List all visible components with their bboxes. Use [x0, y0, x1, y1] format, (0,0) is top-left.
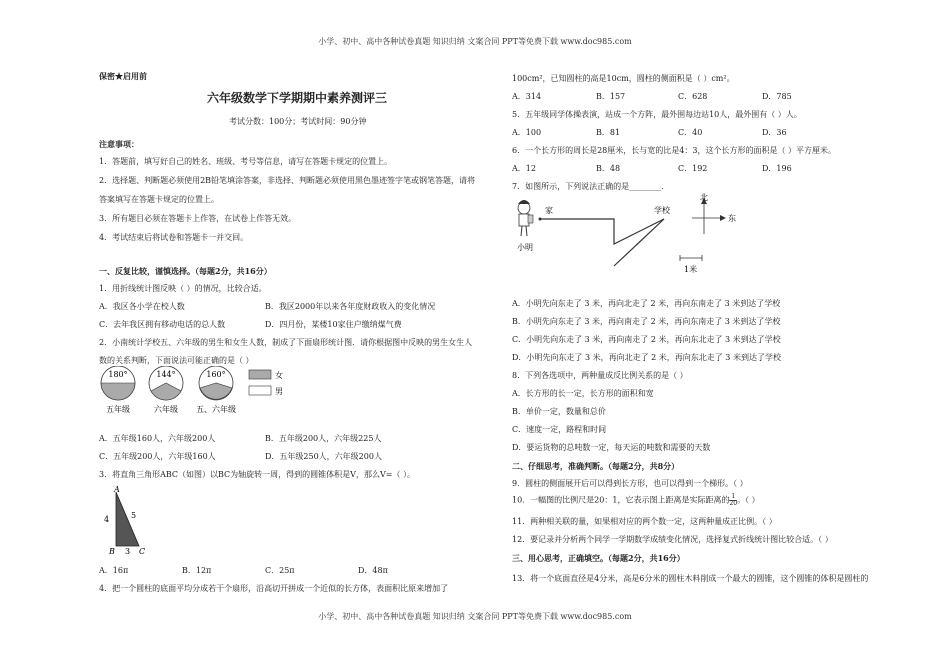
q2-option-b: B．五年级200人，六年级225人 — [265, 434, 382, 443]
q1-option-a: A．我区各小学在校人数 — [99, 302, 185, 311]
q5-option-c: C．40 — [678, 128, 703, 137]
secret-label: 保密★启用前 — [99, 71, 147, 81]
q9-text: 9．圆柱的侧面展开后可以得到长方形，也可以得到一个梯形。（ ） — [512, 479, 748, 488]
q6-stem: 6．一个长方形的周长是28厘米，长与宽的比是4：3，这个长方形的面积是（ ）平方厘米。 — [512, 146, 836, 155]
q2-stem-2: 数的关系判断，下面说法可能正确的是（ ） — [99, 356, 254, 365]
q8-option-d: D．要运货物的总吨数一定，每天运的吨数和需要的天数 — [512, 443, 711, 452]
q8-option-a: A．长方形的长一定，长方形的面积和宽 — [512, 389, 654, 398]
q13-text: 13．将一个底面直径是4分米，高是6分米的圆柱木料削成一个最大的圆锥，这个圆锥的体积是圆柱的 — [512, 574, 869, 583]
q8-option-c: C．速度一定，路程和时间 — [512, 425, 607, 434]
label-home: 家 — [545, 206, 553, 215]
q7-stem: 7．如图所示，下列说法正确的是________． — [512, 182, 670, 191]
score-time: 考试分数：100分；考试时间：90分钟 — [229, 117, 367, 126]
side-ac: 5 — [131, 511, 137, 520]
student-figure-icon — [517, 200, 533, 252]
scale-label: 1米 — [684, 265, 698, 274]
q10-post: 。（ ） — [737, 495, 760, 505]
notice-2b: 答案填写在答题卡规定的位置上。 — [99, 195, 219, 204]
q2-option-d: D．五年级250人，六年级200人 — [265, 452, 382, 461]
q2-stem: 2．小南统计学校五、六年级的男生和女生人数，制成了下面扇形统计图．请你根据图中反映的男生女生人 — [99, 338, 473, 347]
q1-stem: 1．用折线统计图反映（ ）的情况，比较合适。 — [99, 284, 267, 293]
q8-option-b: B．单价一定，数量和总价 — [512, 407, 606, 416]
triangle-vertex-a: A — [114, 485, 120, 494]
q2-pie-charts — [99, 366, 309, 418]
pie-grade5-angle: 180° — [108, 370, 128, 379]
q4-option-d: D．785 — [762, 92, 792, 101]
q3-triangle — [101, 484, 161, 556]
pie-legend — [249, 370, 283, 396]
q3-option-c: C．25π — [265, 566, 295, 575]
q10-fraction: $\frac{1}{20}$ — [729, 493, 738, 507]
q7-option-d: D．小明先向东走了 3 米，再向北走了 2 米，再向东北走了 3 米到达了学校 — [512, 353, 781, 362]
q3-option-a: A．16π — [99, 566, 129, 575]
side-bc: 3 — [125, 547, 131, 556]
q7-route-diagram — [514, 192, 764, 284]
triangle-vertex-b: B — [109, 547, 115, 556]
pie-grade6 — [149, 366, 183, 414]
q3-stem: 3．将直角三角形ABC（如图）以BC为轴旋转一周，得到的圆锥体积是V，那么V=（ ）。 — [99, 470, 415, 479]
q5-option-a: A．100 — [512, 128, 542, 137]
q1-option-d: D．四月份，某楼10家住户缴纳煤气费 — [265, 320, 402, 329]
q6-option-a: A．12 — [512, 164, 536, 173]
pie-grade6-angle: 144° — [156, 370, 176, 379]
q7-option-a: A．小明先向东走了 3 米，再向北走了 2 米，再向东南走了 3 米到达了学校 — [512, 299, 781, 308]
label-school: 学校 — [654, 206, 670, 215]
notice-title: 注意事项： — [99, 139, 139, 149]
q12-text: 12．要记录并分析两个同学一学期数学成绩变化情况，选择复式折线统计图比较合适。（ ） — [512, 535, 833, 544]
q5-option-b: B．81 — [596, 128, 621, 137]
pie-grade56 — [196, 366, 236, 414]
notice-1: 1．答题前，填写好自己的姓名、班级、考号等信息，请写在答题卡规定的位置上。 — [99, 157, 393, 166]
pie-grade5 — [101, 366, 135, 414]
side-ab: 4 — [104, 515, 110, 524]
q3-option-d: D．48π — [358, 566, 388, 575]
section-1-heading: 一、反复比较，谨慎选择。（每题2分，共16分） — [99, 266, 272, 276]
q2-option-a: A．五年级160人，六年级200人 — [99, 434, 216, 443]
q2-option-c: C．五年级200人，六年级160人 — [99, 452, 216, 461]
q7-option-c: C．小明先向东走了 3 米，再向南走了 2 米，再向东北走了 3 米到达了学校 — [512, 335, 781, 344]
q4-stem: 4．把一个圆柱的底面平均分成若干个扇形，沿高切开拼成一个近似的长方体，表面积比原来增加了 — [99, 584, 449, 593]
compass-east: 东 — [728, 214, 736, 223]
pie-grade5-label: 五年级 — [106, 405, 130, 414]
q4-option-a: A．314 — [512, 92, 542, 101]
label-xiaoming: 小明 — [517, 243, 533, 252]
q6-option-d: D．196 — [762, 164, 792, 173]
pie-grade6-label: 六年级 — [154, 405, 178, 414]
q4-option-b: B．157 — [596, 92, 626, 101]
q6-option-c: C．192 — [678, 164, 708, 173]
notice-4: 4．考试结束后将试卷和答题卡一并交回。 — [99, 233, 249, 242]
q5-option-d: D．36 — [762, 128, 787, 137]
q10-text — [512, 494, 760, 507]
legend-female: 女 — [275, 371, 283, 380]
q8-stem: 8．下列各选项中，两种量成反比例关系的是（ ） — [512, 371, 688, 380]
q3-option-b: B．12π — [182, 566, 212, 575]
notice-2: 2．选择题、判断题必须使用2B铅笔填涂答案，非选择、判断题必须使用黑色墨迹签字笔或钢笔答题，请将 — [99, 176, 476, 185]
triangle-vertex-c: C — [139, 547, 146, 556]
q6-option-b: B．48 — [596, 164, 621, 173]
page-header: 小学、初中、高中各种试卷真题 知识归纳 文案合同 PPT等免费下载 www.doc985.com — [318, 37, 632, 46]
q4-option-c: C．628 — [678, 92, 708, 101]
section-2-heading: 二、仔细思考，准确判断。（每题2分，共8分） — [512, 461, 680, 471]
pie-grade56-angle: 160° — [206, 370, 226, 379]
legend-male: 男 — [275, 387, 283, 396]
notice-3: 3．所有题目必须在答题卡上作答，在试卷上作答无效。 — [99, 214, 297, 223]
q10-pre: 10．一幅图的比例尺是20：1，它表示图上距离是实际距离的 — [512, 495, 730, 505]
q11-text: 11．两种相关联的量，如果相对应的两个数一定，这两种量成正比例。（ ） — [512, 517, 777, 526]
compass-north: 北 — [700, 193, 708, 202]
q4-stem-2: 100cm²，已知圆柱的高是10cm，圆柱的侧面积是（ ）cm²。 — [512, 74, 735, 83]
q7-option-b: B．小明先向东走了 3 米，再向南走了 2 米，再向东南走了 3 米到达了学校 — [512, 317, 781, 326]
q1-option-b: B．我区2000年以来各年度财政收入的变化情况 — [265, 302, 436, 311]
section-3-heading: 三、用心思考，正确填空。（每题2分，共16分） — [512, 553, 685, 563]
q1-option-c: C．去年我区拥有移动电话的总人数 — [99, 320, 226, 329]
pie-grade56-label: 五、六年级 — [196, 405, 236, 414]
page-title: 六年级数学下学期期中素养测评三 — [207, 91, 388, 105]
q5-stem: 5．五年级同学体操表演，站成一个方阵，最外围每边站10人，最外围有（ ）人。 — [512, 110, 802, 119]
page-footer: 小学、初中、高中各种试卷真题 知识归纳 文案合同 PPT等免费下载 www.doc985.com — [318, 612, 632, 621]
